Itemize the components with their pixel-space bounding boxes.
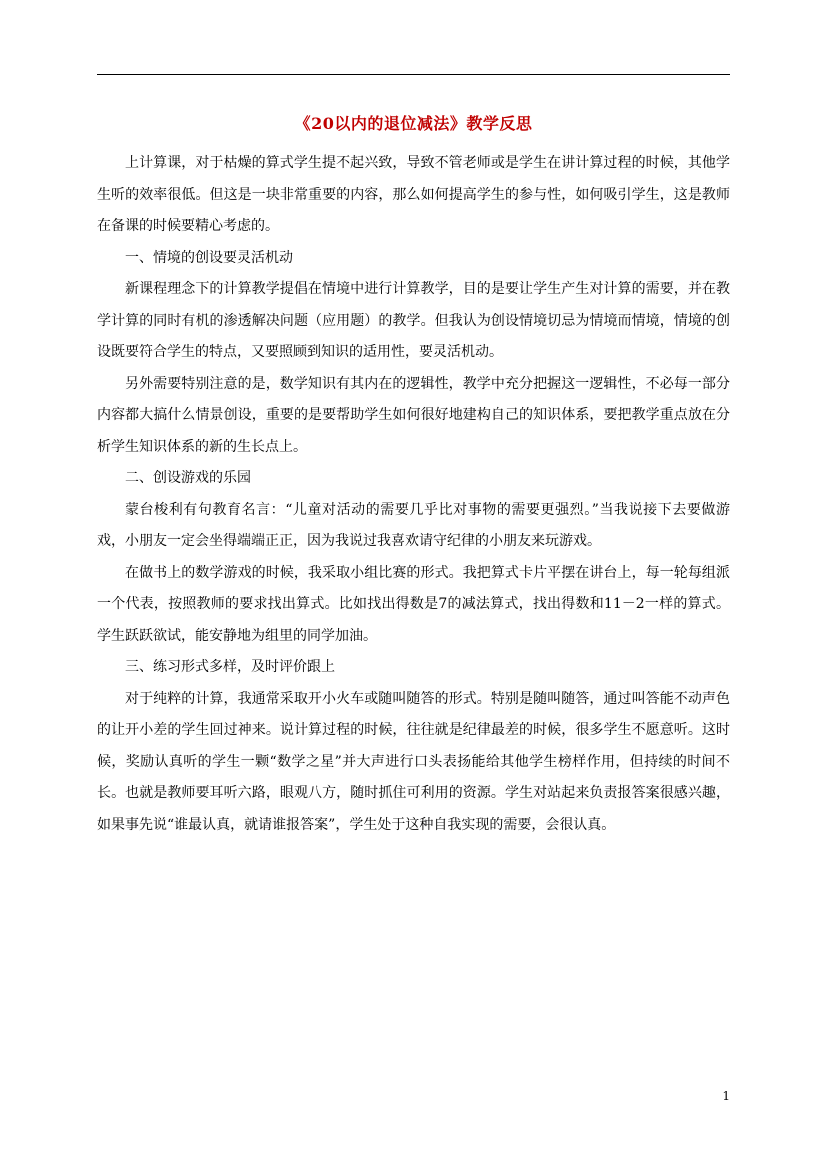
header-rule (97, 74, 730, 75)
paragraph-section-1b: 另外需要特别注意的是，数学知识有其内在的逻辑性，教学中充分把握这一逻辑性，不必每一部分内容都大搞什么情景创设，重要的是要帮助学生如何很好地建构自己的知识体系，要把教学重点放在分析学生知识体系的新的生长点上。 (97, 375, 730, 455)
paragraph-section-3a: 对于纯粹的计算，我通常采取开小火车或随叫随答的形式。特别是随叫随答，通过叫答能不动声色的让开小差的学生回过神来。说计算过程的时候，往往就是纪律最差的时候，很多学生不愿意听。这时候，奖励认真听的学生一颗“数学之星”并大声进行口头表扬能给其他学生榜样作用，但持续的时间不长。也就是教师要耳听六路，眼观八方，随时抓住可利用的资源。学生对站起来负责报答案很感兴趣，如果事先说“谁最认真，就请谁报答案”，学生处于这种自我实现的需要，会很认真。 (97, 690, 730, 833)
page-number: 1 (722, 1089, 730, 1103)
section-heading-3: 三、练习形式多样，及时评价跟上 (125, 659, 335, 675)
paragraph-section-2b: 在做书上的数学游戏的时候，我采取小组比赛的形式。我把算式卡片平摆在讲台上，每一轮每组派一个代表，按照教师的要求找出算式。比如找出得数是7的减法算式，找出得数和11－2一样的算式。学生跃跃欲试，能安静地为组里的同学加油。 (97, 564, 730, 644)
document-body (97, 148, 730, 841)
paragraph-section-1a: 新课程理念下的计算教学提倡在情境中进行计算教学，目的是要让学生产生对计算的需要，并在教学计算的同时有机的渗透解决问题（应用题）的教学。但我认为创设情境切忌为情境而情境，情境的创设既要符合学生的特点，又要照顾到知识的适用性，要灵活机动。 (97, 281, 730, 360)
section-heading-2: 二、创设游戏的乐园 (125, 470, 251, 486)
section-heading-1: 一、情境的创设要灵活机动 (125, 249, 293, 266)
paragraph-intro: 上计算课，对于枯燥的算式学生提不起兴致，导致不管老师或是学生在讲计算过程的时候，其他学生听的效率很低。但这是一块非常重要的内容，那么如何提高学生的参与性，如何吸引学生，这是教师在备课的时候要精心考虑的。 (97, 155, 730, 234)
document-title: 《20以内的退位减法》教学反思 (294, 114, 533, 133)
paragraph-section-2a: 蒙台梭利有句教育名言：“儿童对活动的需要几乎比对事物的需要更强烈。”当我说接下去要做游戏，小朋友一定会坐得端端正正，因为我说过我喜欢请守纪律的小朋友来玩游戏。 (97, 501, 730, 549)
